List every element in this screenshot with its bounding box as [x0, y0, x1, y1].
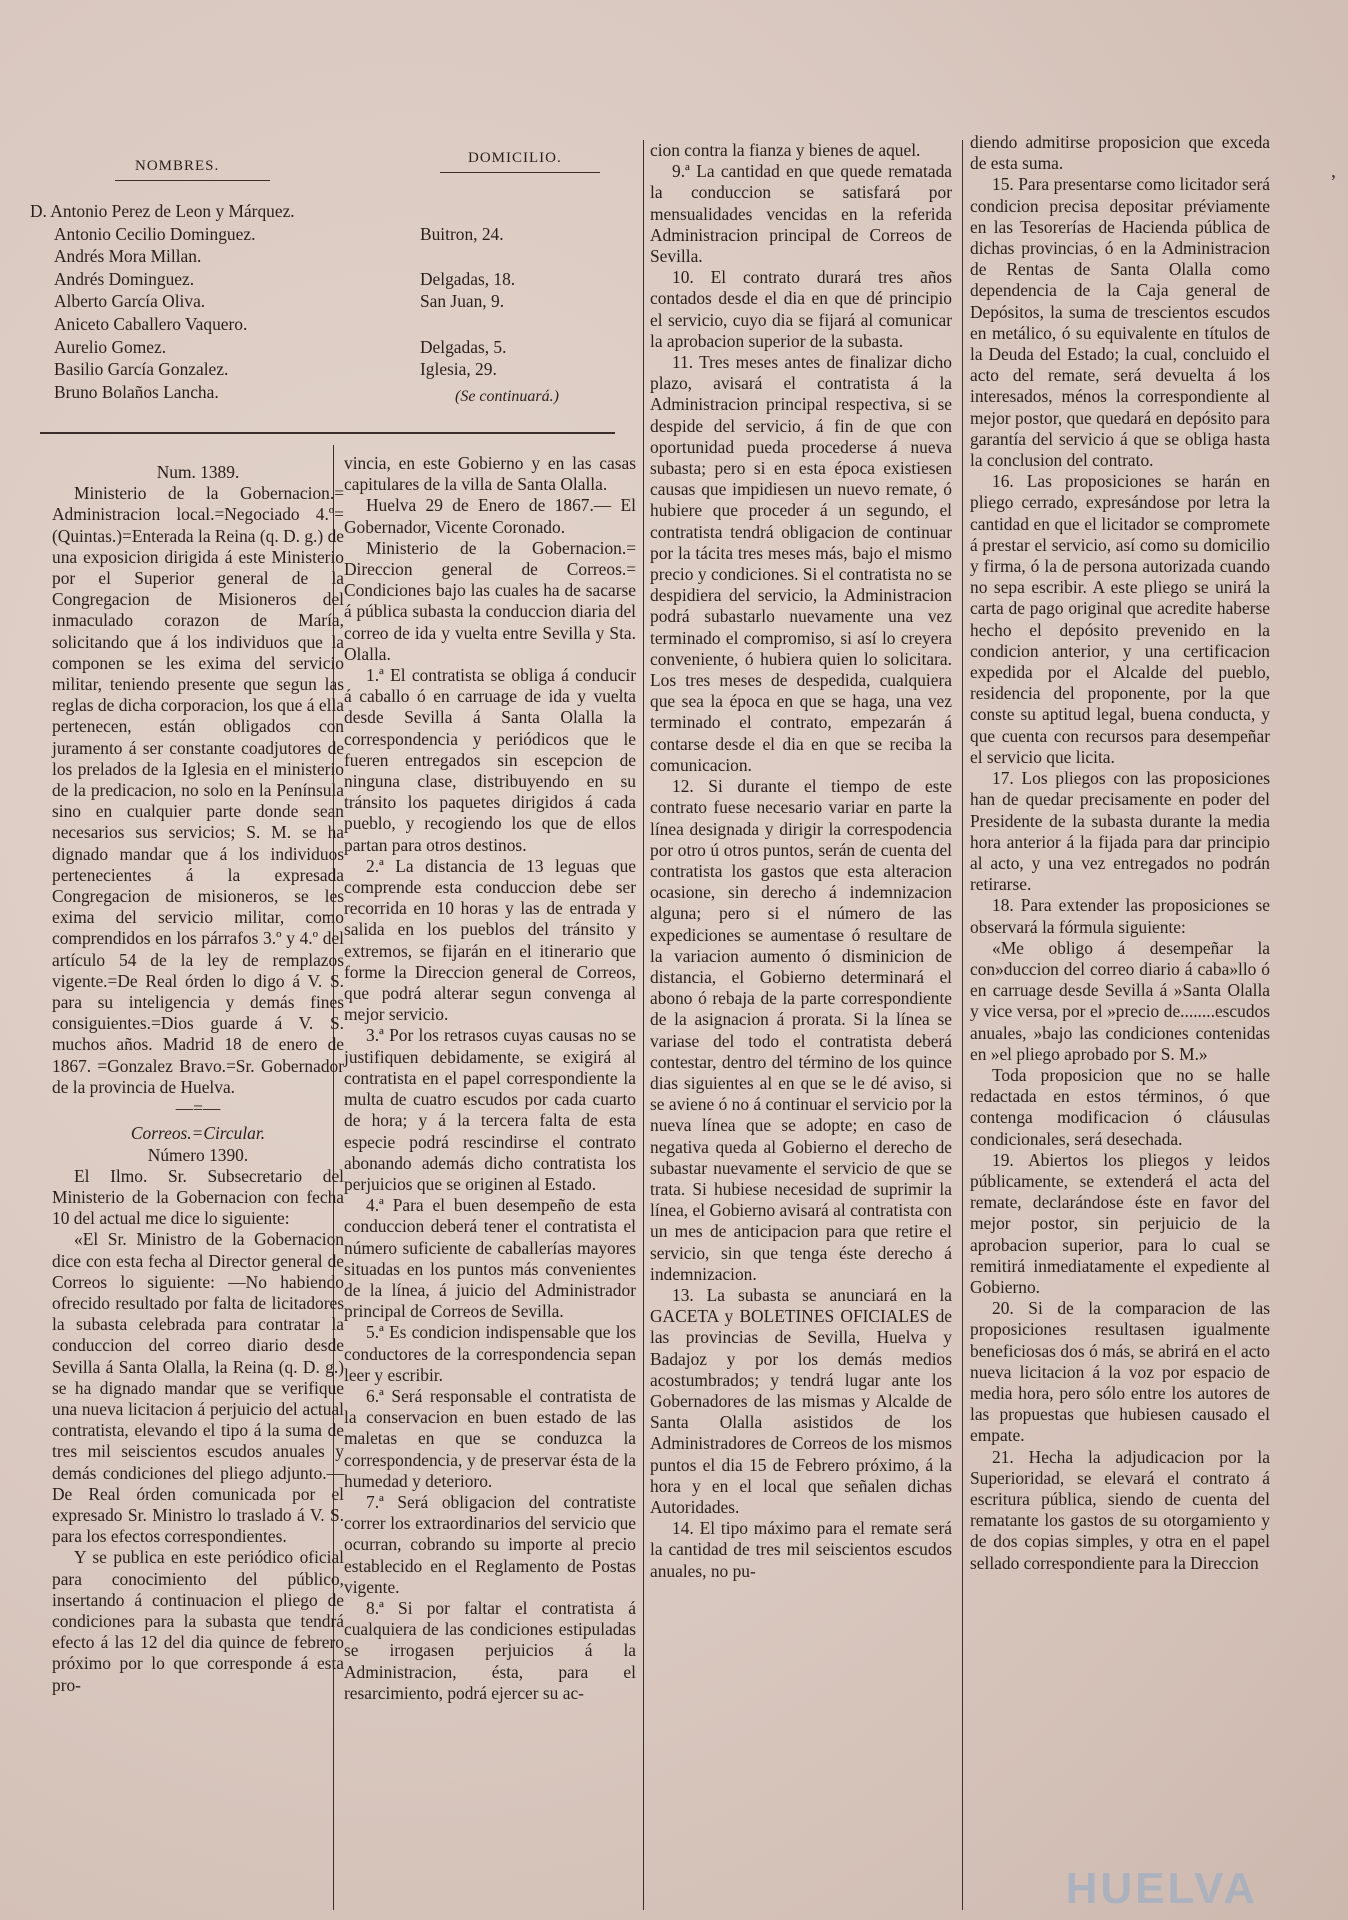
paragraph: 16. Las proposiciones se harán en pliego cerrado, expresándose por letra la cantidad en que el licitador se compromete á prestar el servicio, así como su domicilio y firma, ó la de persona autorizada cuando no sepa escribir. A este pliego se unirá la carta de pago original que acredite haberse hecho el depósito prevenido en la condicion anterior, y una certificacion expedida por el Alcalde del pueblo, residencia del proponente, por la que conste su aptitud legal, buena conducta, y que cuenta con recursos para desempeñar el servicio que licita.: [970, 471, 1270, 767]
paragraph: 5.ª Es condicion indispensable que los conductores de la correspondencia sepan leer y escribir.: [344, 1322, 636, 1385]
paragraph: «El Sr. Ministro de la Gobernacion dice con esta fecha al Director general de Correos lo siguiente: —No habiendo ofrecido resultado por falta de licitadores la subasta celebrada para contratar la conduccion del correo diario desde Sevilla á Santa Olalla, la Reina (q. D. g.) se ha dignado mandar que se verifique una nueva licitacion á perjuicio del actual contratista, elevando el tipo á la suma de tres mil seiscientos escudos anuales y demás condiciones del pliego adjunto.—De Real órden comunicada por el expresado Sr. Ministro lo traslado á V. S. para los efectos correspondientes.: [52, 1229, 344, 1547]
address-list: [420, 200, 515, 403]
name-entry: Aniceto Caballero Vaquero.: [54, 313, 248, 334]
name-entry: Andrés Mora Millan.: [54, 246, 202, 267]
paragraph: diendo admitirse proposicion que exceda de esta suma.: [970, 132, 1270, 174]
name-entry: Aurelio Gomez.: [54, 336, 167, 357]
paragraph: 18. Para extender las proposiciones se observará la fórmula siguiente:: [970, 895, 1270, 937]
section-title: Correos.=Circular.: [130, 1123, 266, 1144]
paragraph: 7.ª Será obligacion del contratiste correr los extraordinarios del servicio que ocurran, cobrando su importe al precio establecido en el Reglamento de Postas vigente.: [344, 1491, 636, 1597]
domicilio-header: DOMICILIO.: [468, 150, 562, 166]
address-entry: Delgadas, 5.: [420, 336, 507, 357]
paragraph: 14. El tipo máximo para el remate será la cantidad de tres mil seiscientos escudos anuales, no pu-: [650, 1518, 952, 1581]
paragraph: 17. Los pliegos con las proposiciones han de quedar precisamente en poder del Presidente de la subasta durante la media hora anterior á la fijada para dar principio al acto, y una vez entregados no podrán retirarse.: [970, 768, 1270, 895]
address-entry: Buitron, 24.: [420, 223, 504, 244]
paragraph: cion contra la fianza y bienes de aquel.: [650, 140, 921, 160]
name-entry: Antonio Cecilio Dominguez.: [54, 223, 256, 244]
paragraph: Huelva 29 de Enero de 1867.— El Gobernador, Vicente Coronado.: [344, 495, 636, 537]
paragraph: Ministerio de la Gobernacion.= Direccion general de Correos.= Condiciones bajo las cuales ha de sacarse á pública subasta la conduccion diaria del correo de ida y vuelta entre Sevilla y Sta. Olalla.: [344, 537, 636, 664]
name-entry: Basilio García Gonzalez.: [54, 359, 229, 380]
article-number: Num. 1389.: [156, 462, 240, 482]
paragraph: 1.ª El contratista se obliga á conducir á caballo ó en carruage de ida y vuelta desde Sevilla á Santa Olalla la correspondencia y periódicos que le fueren entregados sin escepcion de ninguna clase, distribuyendo en su tránsito los paquetes dirigidos á cada pueblo, y recogiendo los que de ellos partan para otros destinos.: [344, 665, 636, 855]
name-entry: D. Antonio Perez de Leon y Márquez.: [30, 201, 295, 221]
column-rule-2: [643, 140, 644, 1910]
section-divider: [40, 432, 615, 434]
paragraph: 3.ª Por los retrasos cuyas causas no se justifiquen debidamente, se exigirá al contratista en el papel correspondiente la multa de cuatro escudos por cada cuarto de hora; y á la tercera falta de esta especie podrá rescindirse el contrato abonando además dicho contratista los perjuicios que se originen al Estado.: [344, 1025, 636, 1194]
paragraph: El Ilmo. Sr. Subsecretario del Ministerio de la Gobernacion con fecha 10 del actual me dice lo siguiente:: [52, 1165, 344, 1229]
address-entry: [420, 200, 515, 223]
domicilio-header-rule: [440, 172, 600, 173]
column-2: [344, 453, 636, 1704]
paragraph: 4.ª Para el buen desempeño de esta conduccion deberá tener el contratista el número suficiente de caballerías mayores situadas en los puntos más convenientes de la línea, á juicio del Administrador principal de Correos de Sevilla.: [344, 1195, 636, 1322]
section-separator: —=—: [175, 1098, 221, 1119]
paragraph: 13. La subasta se anunciará en la GACETA y BOLETINES OFICIALES de las provincias de Sevilla, Huelva y Badajoz y por los demás medios acostumbrados; y tendrá lugar ante los Gobernadores de las mismas y Alcalde de Santa Olalla asistidos de los Administradores de Correos de los mismos puntos el dia 15 de Febrero próximo, á la hora y en el local que señalen dichas Autoridades.: [650, 1284, 952, 1517]
paragraph: vincia, en este Gobierno y en las casas capitulares de la villa de Santa Olalla.: [344, 453, 636, 495]
archive-watermark: HUELVA: [1065, 1864, 1258, 1913]
paragraph: 8.ª Si por faltar el contratista á cualquiera de las condiciones estipuladas se irrogasen perjuicios á la Administracion, ésta, para el resarcimiento, podrá ejercer su ac-: [344, 1597, 636, 1703]
continued-note: (Se continuará.): [455, 388, 559, 405]
name-entry: Andrés Dominguez.: [54, 268, 195, 289]
paragraph: 11. Tres meses antes de finalizar dicho plazo, avisará el contratista á la Administracion principal respectiva, si se despide del servicio, á fin de que con oportunidad pueda procederse á nueva subasta; pero si en esta época existiesen causas que impidiesen un nuevo remate, ó hubiere que proceder á un segundo, el contratista tendrá obligacion de continuar por la tácita tres meses más, bajo el mismo precio y condiciones. Si el contratista no se despidiera del servicio, la Administracion podrá subastarlo nuevamente una vez terminado el compromiso, si así lo creyera conveniente, ó hubiera quien lo solicitara. Los tres meses de despedida, cualquiera que sea la época en que se haga, una vez terminado el contrato, empezarán á contarse desde el dia en que se reciba la comunicacion.: [650, 352, 952, 775]
paragraph: Ministerio de la Gobernacion.= Administracion local.=Negociado 4.º=(Quintas.)=Enterada la Reina (q. D. g.) de una exposicion dirigida á este Ministerio por el Superior general de la Congregacion de Misioneros del inmaculado corazon de María, solicitando que á los individuos que la componen se les exima del servicio militar, teniendo presente que segun las reglas de dicha corporacion, los que á ella pertenecen, están obligados con juramento á ser constante coadjutores de los prelados de la Iglesia en el ministerio de la predicacion, no solo en la Península sino en cualquier parte donde sean necesarios sus servicios; S. M. se ha dignado mandar que á los individuos pertenecientes á la expresada Congregacion de misioneros, se les exima del servicio militar, como comprendidos en los párrafos 3.º y 4.º del artículo 54 de la ley de remplazos vigente.=De Real órden lo digo á V. S. para su inteligencia y demás fines consiguientes.=Dios guarde á V. S. muchos años. Madrid 18 de enero de 1867. =Gonzalez Bravo.=Sr. Gobernador de la provincia de Huelva.: [52, 483, 344, 1097]
paragraph: 20. Si de la comparacion de las proposiciones resultasen igualmente beneficiosas dos ó más, se abrirá en el acto nueva licitacion á la voz por espacio de media hora, pero sólo entre los autores de las propuestas que hubiesen causado el empate.: [970, 1298, 1270, 1446]
margin-mark: ,: [1331, 160, 1336, 182]
column-rule-3: [962, 140, 963, 1910]
paragraph: Y se publica en este periódico oficial para conocimiento del público, insertando á continuacion el pliego de condiciones para la subasta que tendrá efecto á las 12 del dia quince de febrero próximo por lo que corresponde á esta pro-: [52, 1547, 344, 1695]
address-entry: [420, 313, 515, 336]
address-entry: Delgadas, 18.: [420, 268, 516, 289]
paragraph: 12. Si durante el tiempo de este contrato fuese necesario variar en parte la línea designada y dirigir la correspodencia por otro ú otros puntos, serán de cuenta del contratista los gastos que esta alteracion ocasione, sin derecho á indemnizacion alguna; pero si el número de las expediciones se aumentase ó resultare de la variacion aumento ó disminicion de distancia, el Gobierno determinará el abono ó rebaja de la parte correspondiente de la asignacion á prorata. Si la línea se variase del todo el contratista deberá contestar, dentro del término de los quince dias siguientes al en que se le dé aviso, si se aviene ó no á continuar el servicio por la nueva línea que se adopte; en caso de negativa queda al Gobierno el derecho de subastar nuevamente el servicio de que se trata. Si hubiese necesidad de suprimir la línea, el Gobierno avisará al contratista con un mes de anticipacion para que retire el servicio, sin que tenga éste derecho á indemnizacion.: [650, 776, 952, 1284]
paragraph: 21. Hecha la adjudicacion por la Superioridad, se elevará el contrato á escritura pública, siendo de cuenta del rematante los gastos de su otorgamiento y de dos copias simples, y otra en el papel sellado correspondiente para la Direccion: [970, 1446, 1270, 1573]
paragraph: 19. Abiertos los pliegos y leidos públicamente, se extenderá el acta del remate, declarándose éste en favor del mejor postor, sin perjuicio de la aprobacion superior, para lo cual se remitirá inmediatamente el expediente al Gobierno.: [970, 1149, 1270, 1297]
paragraph: 15. Para presentarse como licitador será condicion precisa depositar préviamente en las Tesorerías de Hacienda pública de dichas provincias, ó en la Administracion de Rentas de Santa Olalla como dependencia de la Caja general de Depósitos, la suma de trescientos escudos en metálico, ó su equivalente en títulos de la Deuda del Estado; la cual, concluido el acto del remate, será devuelta á los interesados, ménos la correspondiente al mejor postor, que quedará en depósito para garantía del servicio á que se obliga hasta la conclusion del contrato.: [970, 174, 1270, 471]
address-entry: [420, 245, 515, 268]
name-entry: Bruno Bolaños Lancha.: [54, 381, 219, 402]
names-header: NOMBRES.: [135, 158, 220, 174]
address-entry: San Juan, 9.: [420, 291, 505, 312]
address-entry: Iglesia, 29.: [420, 359, 497, 380]
name-entry: Alberto García Oliva.: [54, 291, 206, 312]
column-1: [52, 462, 344, 1696]
paragraph: 6.ª Será responsable el contratista de la conservacion en buen estado de las maletas en que se conduzca la correspondencia, y de preservar ésta de la humedad y deterioro.: [344, 1385, 636, 1491]
names-list: [30, 200, 295, 403]
column-4: [970, 132, 1270, 1574]
paragraph: 10. El contrato durará tres años contados desde el dia en que dé principio el servicio, cuyo dia se fijará al comunicar la aprobacion superior de la subasta.: [650, 267, 952, 351]
article-number: Número 1390.: [147, 1144, 249, 1165]
paragraph: «Me obligo á desempeñar la con»duccion del correo diario á caba»llo ó en carruage desde Sevilla á »Santa Olalla y vice versa, por el »precio de........escudos anuales, »bajo las condiciones contenidas en »el pliego aprobado por S. M.»: [970, 937, 1270, 1064]
paragraph: 9.ª La cantidad en que quede rematada la conduccion se satisfará por mensualidades vencidas en la referida Administracion principal de Correos de Sevilla.: [650, 161, 952, 267]
paragraph: Toda proposicion que no se halle redactada en estos términos, ó que contenga modificacion ó cláusulas condicionales, será desechada.: [970, 1064, 1270, 1149]
names-header-rule: [115, 180, 270, 181]
paragraph: 2.ª La distancia de 13 leguas que comprende esta conduccion debe ser recorrida en 10 horas y las de entrada y salida en los pueblos del tránsito y extremos, se fijarán en el itinerario que forme la Direccion general de Correos, que podrá alterar segun convenga al mejor servicio.: [344, 855, 636, 1025]
column-3: [650, 140, 952, 1582]
